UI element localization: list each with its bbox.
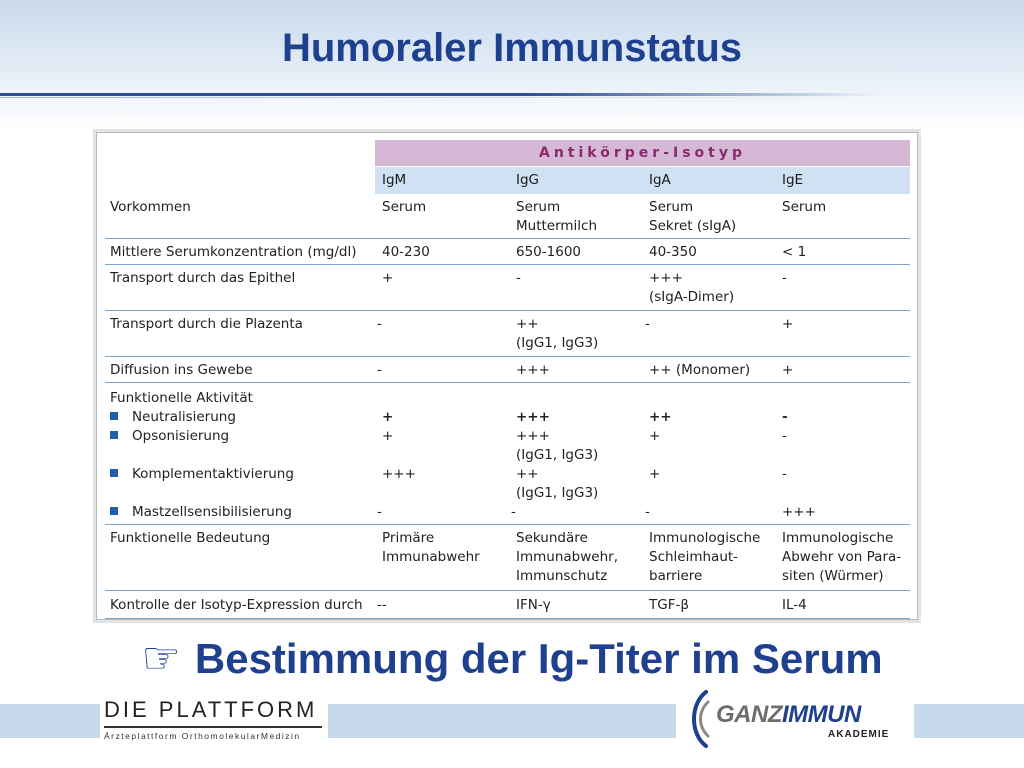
row-label: Funktionelle Bedeutung: [110, 530, 271, 546]
title-underline-shadow: [0, 97, 880, 98]
cell-iga: ++: [649, 409, 672, 425]
cell-iga: ++ (Monomer): [649, 362, 751, 378]
cell-igm: Primäre Immunabwehr: [382, 530, 480, 565]
row-label: Funktionelle Aktivität: [110, 390, 253, 406]
column-header-igm: IgM: [382, 172, 407, 188]
column-header-ige: IgE: [782, 172, 804, 188]
isotype-table: [105, 140, 910, 619]
cell-igm: -: [377, 316, 382, 332]
cell-igg: +++ (IgG1, IgG3): [516, 428, 599, 463]
cell-ige: Serum: [782, 199, 827, 215]
cell-igg: -: [516, 270, 521, 286]
cell-ige: -: [782, 409, 788, 425]
cell-ige: +: [782, 316, 794, 332]
column-header-iga: IgA: [649, 172, 671, 188]
platform-logo-subtitle: Ärzteplattform OrthomolekularMedizin: [104, 731, 301, 741]
sub-row-label: Opsonisierung: [110, 427, 229, 446]
cell-iga: +++ (sIgA-Dimer): [649, 270, 735, 305]
ganzimmun-helix-logo-icon: [684, 690, 714, 748]
cell-igg: ++ (IgG1, IgG3): [516, 466, 599, 501]
sub-row-label: Mastzellsensibilisierung: [110, 503, 292, 522]
table-header: [105, 140, 910, 194]
row-label: Mittlere Serumkonzentration (mg/dl): [110, 244, 357, 260]
slide-title: Humoraler Immunstatus: [281, 26, 743, 70]
cell-iga: Serum Sekret (sIgA): [649, 199, 737, 234]
cell-ige: +++: [782, 504, 816, 520]
cell-igm: -: [377, 504, 382, 520]
cell-igg: ++ (IgG1, IgG3): [516, 316, 599, 351]
slogan-text: Bestimmung der Ig-Titer im Serum: [194, 635, 883, 682]
cell-igg: IFN-γ: [516, 597, 551, 613]
cell-igm: Serum: [382, 199, 427, 215]
cell-ige: -: [782, 466, 787, 482]
cell-ige: -: [782, 428, 787, 444]
sub-row-label: Neutralisierung: [110, 408, 236, 427]
table-row: [105, 591, 910, 619]
column-header-igg: IgG: [516, 172, 540, 188]
cell-igm: +++: [382, 466, 416, 482]
cell-ige: +: [782, 362, 794, 378]
ganzimmun-brand: [716, 701, 861, 729]
table-row: [105, 357, 910, 383]
cell-igg: 650-1600: [516, 244, 581, 260]
cell-ige: Immunologische Abwehr von Para- siten (Würmer): [782, 530, 902, 584]
cell-iga: +: [649, 428, 661, 444]
cell-igm: +: [382, 270, 394, 286]
platform-logo-name: DIE PLATTFORM: [104, 697, 318, 722]
cell-igm: --: [377, 597, 387, 613]
slogan: [0, 633, 1024, 684]
row-label: Transport durch die Plazenta: [110, 316, 303, 332]
sub-row-label: Komplementaktivierung: [110, 465, 294, 484]
cell-iga: 40-350: [649, 244, 697, 260]
cell-igm: -: [377, 362, 382, 378]
pointing-hand-icon: ☞: [141, 634, 181, 683]
row-label: Kontrolle der Isotyp-Expression durch: [110, 597, 363, 613]
row-label: Transport durch das Epithel: [110, 270, 296, 286]
cell-igg: Sekundäre Immunabwehr, Immunschutz: [516, 530, 618, 584]
cell-igm: +: [382, 428, 394, 444]
square-bullet-icon: [110, 469, 118, 477]
cell-igm: +: [382, 409, 394, 425]
cell-igg: +++: [516, 362, 550, 378]
functional-activity-block: [105, 383, 910, 525]
cell-igg: Serum Muttermilch: [516, 199, 598, 234]
square-bullet-icon: [110, 507, 118, 515]
cell-igm: 40-230: [382, 244, 430, 260]
group-header-antikoerper-isotyp: Antikörper-Isotyp: [375, 140, 910, 167]
cell-ige: -: [782, 270, 787, 286]
brand-part-ganz: GANZ: [716, 701, 782, 728]
table-row: [105, 525, 910, 591]
cell-igg: +++: [516, 409, 550, 425]
column-headers: [375, 167, 910, 194]
row-label: Diffusion ins Gewebe: [110, 362, 253, 378]
title-underline: [0, 93, 880, 96]
square-bullet-icon: [110, 431, 118, 439]
table-row: [105, 239, 910, 265]
platform-logo-divider: [104, 726, 322, 728]
table-row: [105, 194, 910, 239]
cell-ige: IL-4: [782, 597, 807, 613]
row-label: Vorkommen: [110, 199, 191, 215]
cell-igg: -: [511, 504, 516, 520]
brand-part-immun: IMMUN: [782, 701, 861, 728]
cell-iga: -: [645, 504, 650, 520]
square-bullet-icon: [110, 412, 118, 420]
table-row: [105, 265, 910, 311]
cell-iga: Immunologische Schleimhaut- barriere: [649, 530, 761, 584]
ganzimmun-akademie: AKADEMIE: [828, 729, 890, 740]
cell-iga: TGF-β: [649, 597, 689, 613]
table-row: [105, 311, 910, 357]
cell-iga: +: [649, 466, 661, 482]
cell-ige: < 1: [782, 244, 807, 260]
cell-iga: -: [645, 316, 650, 332]
